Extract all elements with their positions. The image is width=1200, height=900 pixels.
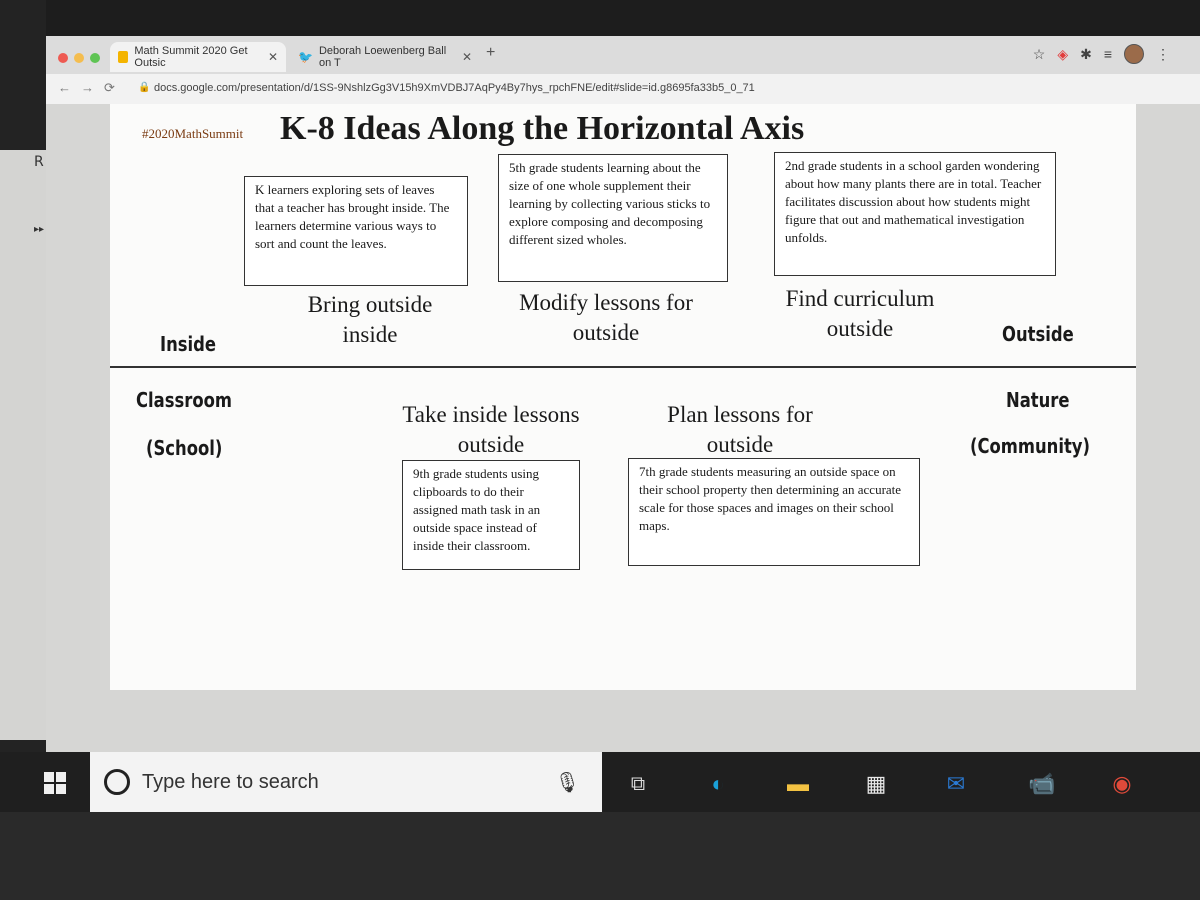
nav-arrows-icon[interactable]: ←→⟳ xyxy=(58,80,125,95)
bookmark-star-icon[interactable]: ☆ xyxy=(1032,45,1046,62)
bottom-box-7th-grade: 7th grade students measuring an outside space on their school property then determining an accurate scale for those spaces and images on their school maps. xyxy=(628,458,920,566)
windows-start-icon[interactable] xyxy=(44,772,66,794)
label-school: (School) xyxy=(146,436,223,460)
expand-arrows-icon[interactable]: ▸▸ xyxy=(34,224,45,235)
lock-icon: 🔒 xyxy=(138,82,151,93)
tab-deborah-ball[interactable] xyxy=(290,42,480,72)
menu-kebab-icon[interactable]: ⋮ xyxy=(1156,45,1170,62)
heading-find-curriculum: Find curriculum outside xyxy=(785,286,935,341)
browser-toolbar-icons xyxy=(1033,44,1170,64)
task-view-icon[interactable]: ⧉ xyxy=(630,772,646,795)
address-bar xyxy=(46,74,1200,104)
heading-modify-lessons: Modify lessons for outside xyxy=(519,290,693,345)
axis-label-outside: Outside xyxy=(1002,322,1074,346)
close-window-dot[interactable] xyxy=(58,53,68,63)
tab-math-summit[interactable] xyxy=(110,42,286,72)
bottom-box-9th-grade: 9th grade students using clipboards to do their assigned math task in an outside space instead of inside their classroom. xyxy=(402,460,580,570)
extension-red-icon[interactable]: ◈ xyxy=(1057,45,1069,62)
maximize-window-dot[interactable] xyxy=(90,53,100,63)
camera-app-icon[interactable]: 📹 xyxy=(1028,771,1056,796)
label-nature: Nature xyxy=(1006,388,1070,412)
media-control-icon[interactable]: ≡ xyxy=(1103,46,1112,62)
close-tab-icon[interactable]: ✕ xyxy=(267,50,278,64)
horizontal-axis-line xyxy=(110,366,1136,368)
top-box-2nd-grade: 2nd grade students in a school garden wondering about how many plants there are in total. Teacher facilitates discussion about how students might figure that out and mathematical investigation unfolds. xyxy=(774,152,1056,276)
search-placeholder: Type here to search xyxy=(142,770,319,793)
profile-avatar[interactable] xyxy=(1124,44,1144,64)
background-app-strip xyxy=(0,150,46,740)
tab-bar xyxy=(46,36,1200,74)
screen xyxy=(46,36,1200,760)
tab-label: Math Summit 2020 Get Outsic xyxy=(134,45,248,69)
close-tab-icon[interactable]: ✕ xyxy=(461,50,472,64)
tab-label: Deborah Loewenberg Ball on T xyxy=(318,45,447,69)
heading-plan-lessons: Plan lessons for outside xyxy=(667,402,813,457)
extensions-puzzle-icon[interactable]: ✱ xyxy=(1080,45,1092,62)
edge-icon[interactable]: ◐ xyxy=(711,771,725,796)
slide-title: K-8 Ideas Along the Horizontal Axis xyxy=(280,110,805,147)
taskbar-search-box[interactable] xyxy=(90,752,602,812)
slide-canvas xyxy=(46,104,1200,760)
background-app-letter: R xyxy=(34,154,44,170)
slide xyxy=(110,104,1136,690)
taskbar xyxy=(0,752,1200,812)
file-explorer-icon[interactable]: ▬ xyxy=(787,771,809,796)
top-box-kindergarten: K learners exploring sets of leaves that a teacher has brought inside. The learners determine various ways to sort and count the leaves. xyxy=(244,176,468,286)
cortana-icon[interactable] xyxy=(104,769,130,795)
label-community: (Community) xyxy=(970,434,1090,458)
top-box-5th-grade: 5th grade students learning about the size of one whole supplement their learning by collecting various sticks to explore composing and decomposing different sized wholes. xyxy=(498,154,728,282)
mail-icon[interactable]: ✉ xyxy=(946,771,966,796)
label-classroom: Classroom xyxy=(136,388,232,412)
slides-favicon-icon xyxy=(118,51,128,63)
new-tab-button[interactable]: + xyxy=(486,44,496,61)
store-icon[interactable]: ▦ xyxy=(865,771,887,796)
microphone-icon[interactable]: 🎙 xyxy=(554,771,580,794)
heading-bring-outside-inside: Bring outside inside xyxy=(307,292,433,347)
bezel-top xyxy=(0,0,1200,40)
minimize-window-dot[interactable] xyxy=(74,53,84,63)
axis-label-inside: Inside xyxy=(160,332,217,356)
twitter-bird-icon: 🐦 xyxy=(298,50,313,64)
hashtag: #2020MathSummit xyxy=(142,126,244,141)
url-field[interactable]: docs.google.com/presentation/d/1SS-9NshlzGg3V15h9XmVDBJ7AqPy4By7hys_rpchFNE/edit#slide=id.g8695fa33b5_0_71 xyxy=(154,82,755,94)
chrome-icon[interactable]: ◉ xyxy=(1112,771,1132,796)
laptop-body xyxy=(0,812,1200,900)
heading-take-inside-lessons: Take inside lessons outside xyxy=(402,402,580,457)
